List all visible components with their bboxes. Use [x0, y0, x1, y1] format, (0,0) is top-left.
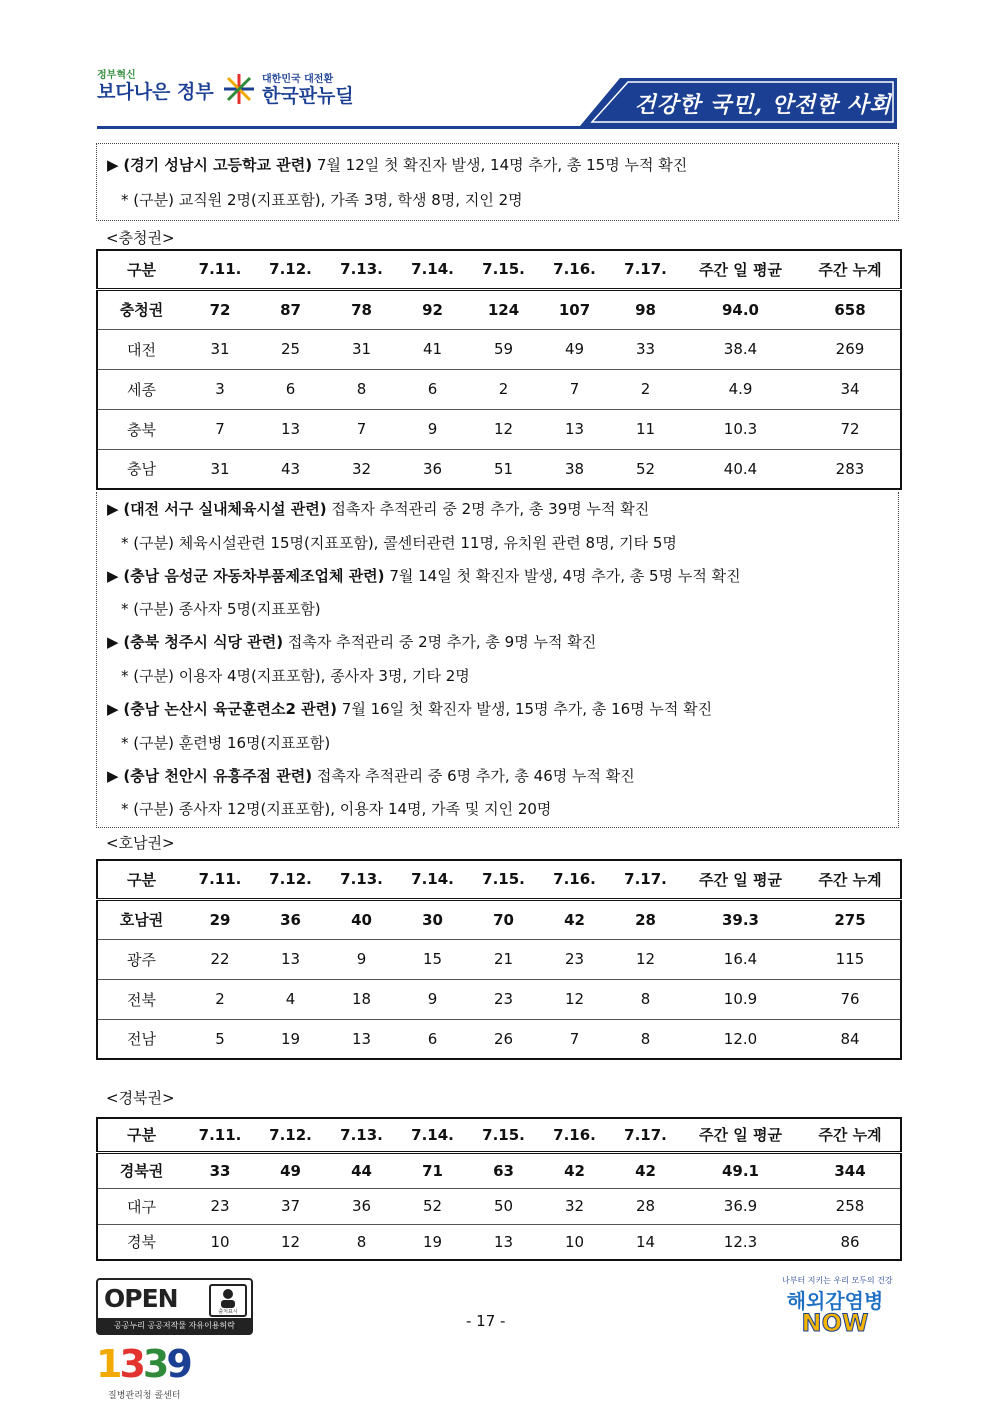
value-cell: 6	[255, 369, 326, 409]
note-sub: * (구분) 체육시설관련 15명(지표포함), 콜센터관련 11명, 유치원 관련 8명, 기타 5명	[121, 534, 677, 552]
note-title: (충남 천안시 유흥주점 관련)	[123, 767, 313, 785]
value-cell: 42	[564, 1161, 585, 1180]
value-cell: 28	[610, 1188, 681, 1224]
value-cell: 40.4	[681, 449, 800, 489]
value-cell: 15	[397, 939, 468, 979]
value-cell: 37	[255, 1188, 326, 1224]
value-cell: 31	[185, 329, 255, 369]
value-cell: 25	[255, 329, 326, 369]
kdca-subtitle: 질병관리청 콜센터	[108, 1391, 181, 1401]
value-cell: 72	[800, 409, 901, 449]
note-sub: * (구분) 종사자 5명(지표포함)	[121, 600, 321, 618]
value-cell: 9	[397, 979, 468, 1019]
value-cell: 86	[800, 1224, 901, 1260]
value-cell: 38	[539, 449, 610, 489]
value-cell: 16.4	[681, 939, 800, 979]
note-item: ▶ (충북 청주시 식당 관련) 접촉자 추적관리 중 2명 추가, 총 9명 누적 확진	[107, 633, 597, 651]
value-cell: 51	[468, 449, 539, 489]
value-cell: 13	[539, 409, 610, 449]
attribution-label: 출처표시	[218, 1309, 238, 1315]
note-title: (충북 청주시 식당 관련)	[123, 633, 284, 651]
total-row	[97, 289, 901, 329]
note-sub: * (구분) 훈련병 16명(지표포함)	[121, 734, 331, 752]
new-deal-star-icon	[222, 72, 256, 106]
value-cell: 258	[800, 1188, 901, 1224]
value-cell: 50	[468, 1188, 539, 1224]
value-cell: 49.1	[721, 1161, 759, 1180]
honam-table	[96, 859, 902, 1060]
value-cell: 13	[255, 409, 326, 449]
table-row	[97, 409, 901, 449]
region-cell: 충북	[97, 409, 185, 449]
gov-innovation-logo	[97, 66, 214, 103]
value-cell: 344	[834, 1161, 866, 1180]
value-cell: 30	[422, 910, 443, 929]
section-label-gyeongbuk: <경북권>	[106, 1089, 175, 1107]
open-label: OPEN	[104, 1284, 178, 1313]
value-cell: 98	[635, 300, 656, 319]
value-cell: 28	[635, 910, 656, 929]
column-header: 7.16.	[539, 860, 610, 899]
note-title: (경기 성남시 고등학교 관련)	[123, 156, 313, 174]
value-cell: 13	[255, 939, 326, 979]
column-header: 7.12.	[255, 1118, 326, 1152]
value-cell: 43	[255, 449, 326, 489]
new-deal-big: 한국판뉴딜	[262, 85, 354, 107]
page-number: - 17 -	[466, 1312, 506, 1330]
column-header: 7.14.	[397, 250, 468, 289]
kdca-number: 1339	[96, 1342, 190, 1386]
note-title: (대전 서구 실내체육시설 관련)	[123, 500, 327, 518]
table-row	[97, 979, 901, 1019]
value-cell: 11	[610, 409, 681, 449]
note-text: 접촉자 추적관리 중 2명 추가, 총 39명 누적 확진	[326, 500, 650, 518]
overseas-infection-now-logo	[770, 1275, 900, 1339]
value-cell: 7	[185, 409, 255, 449]
value-cell: 59	[468, 329, 539, 369]
table-row	[97, 1019, 901, 1059]
value-cell: 32	[326, 449, 397, 489]
value-cell: 31	[326, 329, 397, 369]
value-cell: 23	[185, 1188, 255, 1224]
value-cell: 22	[185, 939, 255, 979]
header-slogan: 건강한 국민, 안전한 사회	[634, 91, 892, 118]
value-cell: 10	[185, 1224, 255, 1260]
chungcheong-notes-box	[96, 492, 899, 828]
value-cell: 14	[610, 1224, 681, 1260]
value-cell: 36.9	[681, 1188, 800, 1224]
value-cell: 107	[558, 300, 591, 319]
value-cell: 29	[209, 910, 231, 929]
table-row	[97, 329, 901, 369]
section-label-honam: <호남권>	[106, 834, 175, 852]
value-cell: 44	[351, 1161, 372, 1180]
value-cell: 2	[185, 979, 255, 1019]
value-cell: 2	[468, 369, 539, 409]
value-cell: 63	[493, 1161, 514, 1180]
top-note-box	[96, 143, 899, 221]
value-cell: 12	[539, 979, 610, 1019]
value-cell: 40	[351, 910, 372, 929]
new-deal-small: 대한민국 대전환	[262, 74, 334, 85]
value-cell: 94.0	[721, 300, 759, 319]
column-header: 7.12.	[255, 860, 326, 899]
value-cell: 4.9	[681, 369, 800, 409]
column-header: 구분	[97, 250, 185, 289]
value-cell: 23	[539, 939, 610, 979]
value-cell: 8	[326, 1224, 397, 1260]
note-title: (충남 논산시 육군훈련소2 관련)	[123, 700, 338, 718]
value-cell: 84	[800, 1019, 901, 1059]
value-cell: 49	[539, 329, 610, 369]
value-cell: 10.3	[681, 409, 800, 449]
now-title: 해외감염병	[786, 1289, 884, 1313]
column-header: 7.14.	[397, 1118, 468, 1152]
value-cell: 7	[539, 369, 610, 409]
region-cell: 전남	[97, 1019, 185, 1059]
column-header: 7.14.	[397, 860, 468, 899]
value-cell: 12.0	[681, 1019, 800, 1059]
column-header: 7.15.	[468, 250, 539, 289]
value-cell: 71	[422, 1161, 443, 1180]
region-cell: 대전	[97, 329, 185, 369]
value-cell: 18	[326, 979, 397, 1019]
column-header: 7.16.	[539, 250, 610, 289]
attribution-person-icon	[209, 1284, 247, 1317]
column-header: 7.11.	[185, 1118, 255, 1152]
value-cell: 38.4	[681, 329, 800, 369]
value-cell: 8	[610, 979, 681, 1019]
value-cell: 72	[209, 300, 231, 319]
value-cell: 10	[539, 1224, 610, 1260]
region-cell: 세종	[97, 369, 185, 409]
column-header: 주간 누계	[800, 1118, 901, 1152]
value-cell: 34	[800, 369, 901, 409]
column-header: 7.11.	[185, 250, 255, 289]
open-bar-text: 공공누리 공공저작물 자유이용허락	[98, 1318, 251, 1333]
note-item: ▶ (충남 논산시 육군훈련소2 관련) 7월 16일 첫 확진자 발생, 15명 추가, 총 16명 누적 확진	[107, 700, 713, 718]
column-header: 주간 일 평균	[681, 250, 800, 289]
value-cell: 52	[610, 449, 681, 489]
note-title: (충남 음성군 자동차부품제조업체 관련)	[123, 567, 385, 585]
value-cell: 283	[800, 449, 901, 489]
region-cell: 호남권	[119, 911, 164, 929]
value-cell: 36	[397, 449, 468, 489]
column-header: 7.13.	[326, 860, 397, 899]
column-header: 주간 누계	[800, 250, 901, 289]
kogl-open-badge	[96, 1278, 253, 1335]
table-row	[97, 939, 901, 979]
value-cell: 19	[255, 1019, 326, 1059]
value-cell: 39.3	[721, 910, 759, 929]
chungcheong-table	[96, 249, 902, 490]
section-label-chungcheong: <충청권>	[106, 229, 175, 247]
note-text: 7월 14일 첫 확진자 발생, 4명 추가, 총 5명 누적 확진	[384, 567, 741, 585]
note-item: ▶ (경기 성남시 고등학교 관련) 7월 12일 첫 확진자 발생, 14명 추가, 총 15명 누적 확진	[107, 156, 688, 174]
note-sub: * (구분) 이용자 4명(지표포함), 종사자 3명, 기타 2명	[121, 667, 470, 685]
column-header: 7.17.	[610, 860, 681, 899]
column-header: 7.13.	[326, 250, 397, 289]
value-cell: 8	[326, 369, 397, 409]
value-cell: 21	[468, 939, 539, 979]
table-row	[97, 1224, 901, 1260]
column-header: 7.17.	[610, 1118, 681, 1152]
value-cell: 87	[280, 300, 301, 319]
value-cell: 275	[834, 910, 866, 929]
table-row	[97, 1188, 901, 1224]
value-cell: 4	[255, 979, 326, 1019]
column-header: 주간 일 평균	[681, 860, 800, 899]
note-sub: * (구분) 종사자 12명(지표포함), 이용자 14명, 가족 및 지인 20명	[121, 800, 552, 818]
gov-innovation-small: 정부혁신	[97, 70, 136, 81]
value-cell: 12	[610, 939, 681, 979]
gyeongbuk-table	[96, 1117, 902, 1261]
value-cell: 42	[635, 1161, 656, 1180]
value-cell: 10.9	[681, 979, 800, 1019]
region-cell: 충청권	[119, 301, 164, 319]
now-tagline: 나부터 지키는 우리 모두의 건강	[782, 1276, 893, 1285]
value-cell: 49	[280, 1161, 301, 1180]
kdca-1339-logo	[96, 1344, 190, 1401]
value-cell: 70	[493, 910, 514, 929]
table-row	[97, 369, 901, 409]
value-cell: 19	[397, 1224, 468, 1260]
value-cell: 33	[610, 329, 681, 369]
value-cell: 12.3	[681, 1224, 800, 1260]
value-cell: 23	[468, 979, 539, 1019]
column-header: 구분	[97, 860, 185, 899]
value-cell: 78	[351, 300, 372, 319]
korean-new-deal-logo	[222, 70, 354, 107]
region-cell: 충남	[97, 449, 185, 489]
value-cell: 6	[397, 369, 468, 409]
column-header: 7.11.	[185, 860, 255, 899]
note-text: 7월 12일 첫 확진자 발생, 14명 추가, 총 15명 누적 확진	[312, 156, 688, 174]
value-cell: 6	[397, 1019, 468, 1059]
column-header: 7.15.	[468, 860, 539, 899]
column-header: 7.13.	[326, 1118, 397, 1152]
note-item: ▶ (대전 서구 실내체육시설 관련) 접촉자 추적관리 중 2명 추가, 총 39명 누적 확진	[107, 500, 650, 518]
table-row	[97, 449, 901, 489]
value-cell: 13	[326, 1019, 397, 1059]
value-cell: 12	[255, 1224, 326, 1260]
column-header: 7.12.	[255, 250, 326, 289]
note-item: ▶ (충남 천안시 유흥주점 관련) 접촉자 추적관리 중 6명 추가, 총 46명 누적 확진	[107, 767, 635, 785]
value-cell: 76	[800, 979, 901, 1019]
region-cell: 경북	[97, 1224, 185, 1260]
value-cell: 7	[326, 409, 397, 449]
value-cell: 5	[185, 1019, 255, 1059]
note-text: 7월 16일 첫 확진자 발생, 15명 추가, 총 16명 누적 확진	[337, 700, 713, 718]
region-cell: 경북권	[119, 1162, 164, 1180]
value-cell: 33	[209, 1161, 231, 1180]
value-cell: 9	[397, 409, 468, 449]
note-text: 접촉자 추적관리 중 6명 추가, 총 46명 누적 확진	[312, 767, 635, 785]
value-cell: 12	[468, 409, 539, 449]
value-cell: 8	[610, 1019, 681, 1059]
value-cell: 2	[610, 369, 681, 409]
column-header: 주간 일 평균	[681, 1118, 800, 1152]
gov-innovation-big: 보다나은 정부	[97, 81, 214, 103]
value-cell: 7	[539, 1019, 610, 1059]
value-cell: 658	[834, 300, 866, 319]
region-cell: 대구	[97, 1188, 185, 1224]
column-header: 7.17.	[610, 250, 681, 289]
note-text: 접촉자 추적관리 중 2명 추가, 총 9명 누적 확진	[283, 633, 597, 651]
value-cell: 92	[422, 300, 443, 319]
value-cell: 36	[280, 910, 301, 929]
total-row	[97, 1152, 901, 1188]
column-header: 주간 누계	[800, 860, 901, 899]
value-cell: 9	[326, 939, 397, 979]
value-cell: 41	[397, 329, 468, 369]
note-sub: * (구분) 교직원 2명(지표포함), 가족 3명, 학생 8명, 지인 2명	[121, 191, 523, 209]
total-row	[97, 899, 901, 939]
header-rule	[97, 126, 897, 129]
value-cell: 124	[487, 300, 520, 319]
value-cell: 26	[468, 1019, 539, 1059]
region-cell: 전북	[97, 979, 185, 1019]
value-cell: 42	[564, 910, 585, 929]
column-header: 7.16.	[539, 1118, 610, 1152]
value-cell: 3	[185, 369, 255, 409]
column-header: 7.15.	[468, 1118, 539, 1152]
region-cell: 광주	[97, 939, 185, 979]
value-cell: 269	[800, 329, 901, 369]
value-cell: 115	[800, 939, 901, 979]
now-word: NOW	[801, 1309, 869, 1337]
note-item: ▶ (충남 음성군 자동차부품제조업체 관련) 7월 14일 첫 확진자 발생, 4명 추가, 총 5명 누적 확진	[107, 567, 741, 585]
value-cell: 36	[326, 1188, 397, 1224]
column-header: 구분	[97, 1118, 185, 1152]
value-cell: 31	[185, 449, 255, 489]
value-cell: 13	[468, 1224, 539, 1260]
value-cell: 52	[397, 1188, 468, 1224]
value-cell: 32	[539, 1188, 610, 1224]
